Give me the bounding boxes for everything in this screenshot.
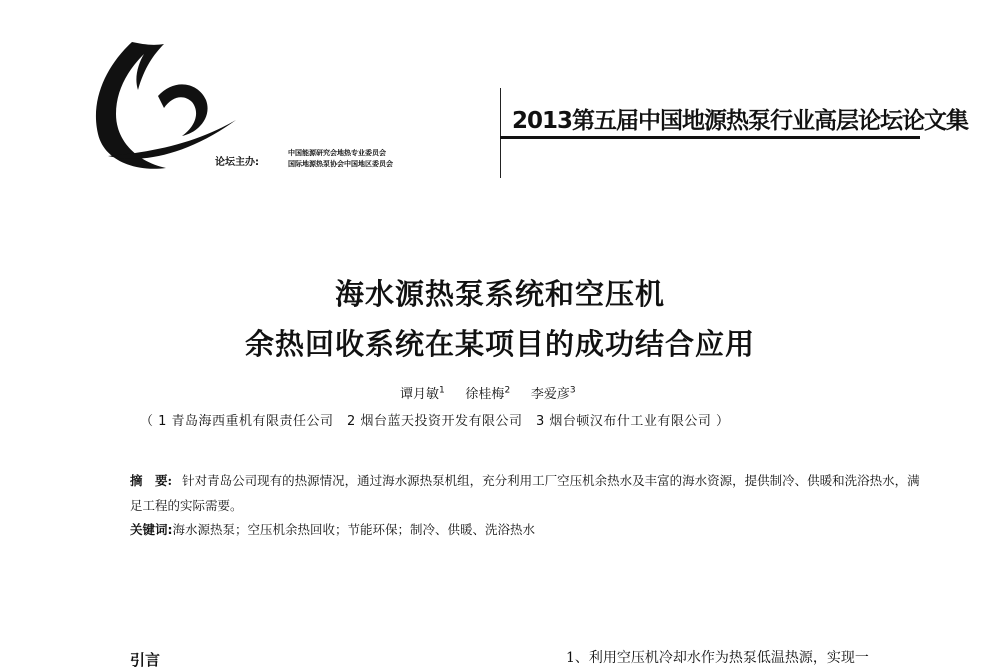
- header-divider-vertical: [500, 88, 501, 178]
- conference-title: 2013第五届中国地源热泵行业高层论坛论文集: [512, 108, 969, 134]
- right-column-text: 1、利用空压机冷却水作为热泵低温热源，实现一: [566, 650, 869, 666]
- logo-flame-right: [158, 84, 208, 136]
- abstract: [130, 468, 925, 518]
- author-affil-mark: 2: [504, 385, 511, 396]
- abstract-label: 摘 要:: [130, 473, 173, 488]
- author-list: [400, 383, 576, 402]
- host-label: 论坛主办:: [215, 157, 259, 168]
- paper-title-line-1: 海水源热泵系统和空压机: [334, 277, 665, 311]
- keywords-text: 海水源热泵；空压机余热回收；节能环保；制冷、供暖、洗浴热水: [172, 522, 536, 537]
- abstract-text: 针对青岛公司现有的热源情况，通过海水源热泵机组，充分利用工厂空压机余热水及丰富的海水资源，提供制冷、供暖和洗浴热水，满足工程的实际需要。: [130, 473, 920, 513]
- host-org: 国际地源热泵协会中国地区委员会: [288, 160, 393, 168]
- paper-title-line-2: 余热回收系统在某项目的成功结合应用: [244, 327, 755, 361]
- author-name: 李爱彦: [530, 387, 570, 402]
- keywords-label: 关键词:: [130, 522, 173, 537]
- host-orgs: [288, 148, 393, 170]
- header-rule: [500, 136, 920, 139]
- intro-heading: 引言: [130, 651, 161, 669]
- host-org: 中国能源研究会地热专业委员会: [288, 149, 386, 157]
- author-affil-mark: 3: [569, 385, 576, 396]
- keywords: [130, 520, 535, 538]
- author-affil-mark: 1: [439, 385, 445, 396]
- author-name: 徐桂梅: [465, 387, 505, 402]
- author-name: 谭月敏: [400, 387, 440, 402]
- affiliations: （ 1 青岛海西重机有限责任公司 2 烟台蓝天投资开发有限公司 3 烟台顿汉布什工业有限公司 ）: [140, 414, 730, 429]
